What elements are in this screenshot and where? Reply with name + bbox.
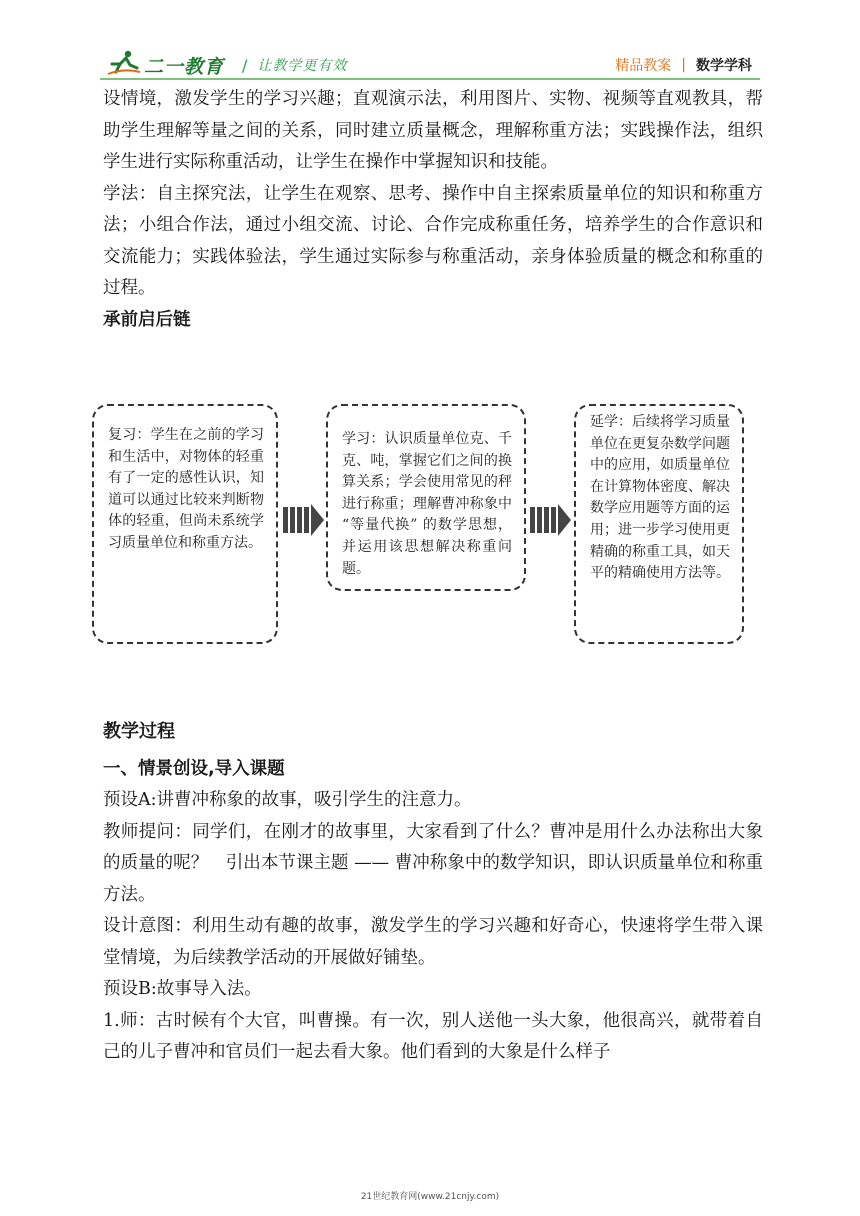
logo-text: 二一教育	[144, 55, 225, 78]
process-paragraph-a: 预设A:讲曹冲称象的故事，吸引学生的注意力。	[103, 790, 472, 810]
tag-lesson-plan: 精品教案	[615, 58, 672, 74]
process-paragraph-b: 预设B:故事导入法。	[103, 979, 262, 999]
arrow-right-icon	[283, 504, 324, 536]
study-method-paragraph: 学法：自主探究法，让学生在观察、思考、操作中自主探索质量单位的知识和称重方法；小组合作法，通过小组交流、讨论、合作完成称重任务，培养学生的合作意识和交流能力；实践体验法，学生通过实际参与称重活动，亲身体验质量的概念和称重的过程。	[103, 183, 763, 298]
process-paragraph-story: 1.师：古时候有个大官，叫曹操。有一次，别人送他一头大象，他很高兴，就带着自己的儿子曹冲和官员们一起去看大象。他们看到的大象是什么样子	[103, 1010, 763, 1062]
process-paragraph-question: 教师提问：同学们，在刚才的故事里，大家看到了什么？曹冲是用什么办法称出大象的质量的呢？ 引出本节课主题 —— 曹冲称象中的数学知识，即认识质量单位和称重方法。	[103, 821, 763, 905]
method-paragraph: 设情境，激发学生的学习兴趣；直观演示法，利用图片、实物、视频等直观教具，帮助学生理解等量之间的关系，同时建立质量概念，理解称重方法；实践操作法，组织学生进行实际称重活动，让学生在操作中掌握知识和技能。	[103, 89, 763, 172]
logo	[106, 50, 347, 80]
running-man-icon	[106, 50, 142, 80]
tag-separator: |	[681, 57, 686, 73]
header-tags	[615, 55, 752, 75]
teaching-process	[103, 716, 763, 1069]
document-body	[103, 84, 763, 336]
chain-diagram	[0, 404, 860, 644]
section-heading-chain: 承前启后链	[103, 309, 191, 330]
review-box: 复习：学生在之前的学习和生活中，对物体的轻重有了一定的感性认识，知道可以通过比较来判断物体的轻重，但尚未系统学习质量单位和称重方法。	[92, 404, 278, 644]
slash-divider: /	[242, 55, 248, 75]
process-paragraph-intent: 设计意图：利用生动有趣的故事，激发学生的学习兴趣和好奇心，快速将学生带入课堂情境，为后续教学活动的开展做好铺垫。	[103, 916, 763, 968]
extend-box: 延学：后续将学习质量单位在更复杂数学问题中的应用，如质量单位在计算物体密度、解决数学应用题等方面的运用；进一步学习使用更精确的称重工具，如天平的精确使用方法等。	[574, 404, 744, 644]
page-header	[0, 0, 860, 84]
page-footer: 21世纪教育网(www.21cnjy.com)	[360, 1192, 500, 1202]
tag-subject: 数学学科	[696, 58, 752, 74]
arrow-right-icon	[530, 504, 571, 536]
section-heading-process: 教学过程	[103, 721, 175, 742]
header-rule	[100, 78, 760, 80]
slogan: 让教学更有效	[257, 58, 348, 74]
subsection-heading-1: 一、情景创设,导入课题	[103, 758, 285, 779]
learn-box: 学习：认识质量单位克、千克、吨，掌握它们之间的换算关系；学会使用常见的秤进行称重；理解曹冲称象中 “等量代换” 的数学思想，并运用该思想解决称重问题。	[326, 404, 526, 591]
